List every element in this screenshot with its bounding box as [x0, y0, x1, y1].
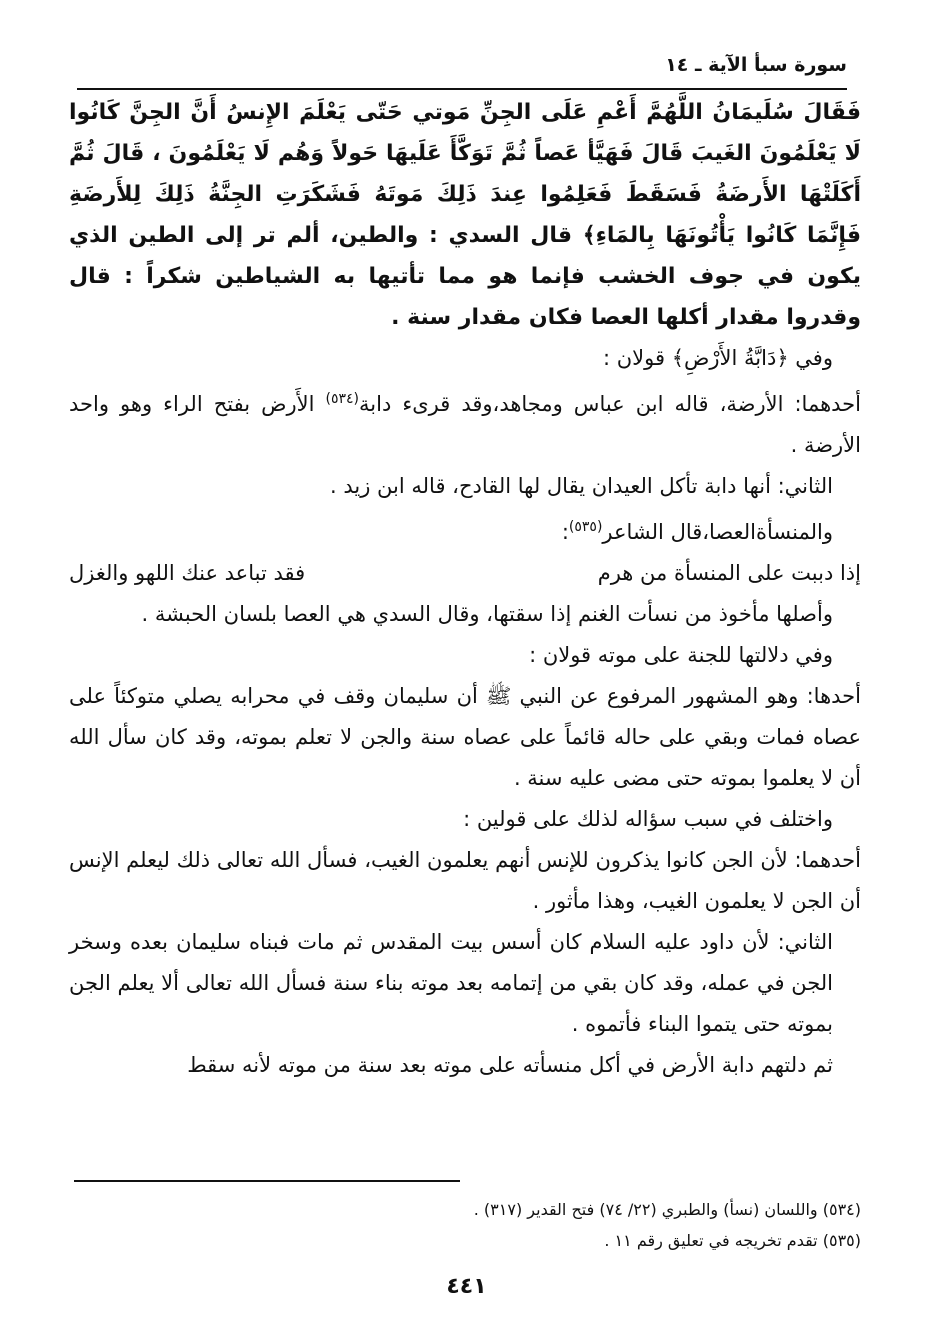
footnotes [69, 1194, 861, 1256]
poetry-verse [69, 553, 861, 594]
header-rule [77, 88, 847, 90]
footnote-separator [74, 1180, 460, 1182]
footnote-ref-535: (٥٣٥) [568, 519, 603, 535]
paragraph-first-view: أحدها: وهو المشهور المرفوع عن النبي ﷺ أن سليمان وقف في محرابه يصلي متوكئاً على عصاه فمات وبقي على حاله قائماً على عصاه سنة والجن لا تعلم بموته، وقد كان سأل الله أن لا يعلموا بموته حتى مضى عليه سنة . [69, 684, 861, 790]
paragraph-indication: وفي دلالتها للجنة على موته قولان : [529, 643, 833, 667]
paragraph-disagreement: واختلف في سبب سؤاله لذلك على قولين : [463, 807, 833, 831]
paragraph-poet-intro [69, 507, 861, 553]
paragraph-reason-one: أحدهما: لأن الجن كانوا يذكرون للإنس أنهم يعلمون الغيب، فسأل الله تعالى ذلك ليعلم الإنس أن الجن لا يعلمون الغيب، وهذا مأثور . [69, 848, 861, 913]
paragraph-quran-quote: فَقَالَ سُلَيمَانُ اللَّهُمَّ أَعْمِ عَلَى الجِنِّ مَوتي حَتّى يَعْلَمَ الإِنسُ أَنَّ الجِنَّ كَانُوا لَا يَعْلَمُونَ الغَيبَ قَالَ فَهَيَّأ عَصاً ثُمَّ تَوَكَّأَ عَلَيهَا حَولاً وَهُم لَا يَعْلَمُونَ ، قَالَ ثُمَّ أَكَلَتْهَا الأَرضَةُ فَسَقَطَ فَعَلِمُوا عِندَ ذَلِكَ مَوتَهُ فَشَكَرَتِ الجِنَّةُ ذَلِكَ لِلأَرضَةِ فَإِنَّمَا كَانُوا يَأْتُونَهَا بِالمَاءِ﴾ قال السدي : والطين، ألم تر إلى الطين الذي يكون في جوف الخشب فإنما هو مما تأتيها به الشياطين شكراً : قال وقدروا مقدار أكلها العصا فكان مقدار سنة . [69, 100, 861, 330]
header-title: سورة سبأ الآية ـ ١٤ [665, 54, 847, 76]
verse-first-hemistich: إذا دببت على المنسأة من هرم [597, 561, 861, 585]
page-number: ٤٤١ [446, 1274, 487, 1299]
body-text [69, 92, 861, 1086]
paragraph-origin: وأصلها مأخوذ من نسأت الغنم إذا سقتها، وقال السدي هي العصا بلسان الحبشة . [141, 602, 833, 626]
verse-second-hemistich: فقد تباعد عنك اللهو والغزل [69, 561, 306, 585]
paragraph-two-sayings: وفي ﴿دَابَّةُ الأَرْضِ﴾ قولان : [603, 346, 833, 370]
footnote-535: (٥٣٥) تقدم تخريجه في تعليق رقم ١١ . [604, 1231, 861, 1250]
p3-text-a: أحدهما: الأرضة، قاله ابن عباس ومجاهد،وقد قرىء دابة [359, 392, 861, 416]
paragraph-first-saying [69, 379, 861, 466]
p5-text-a: والمنسأةالعصا،قال الشاعر [602, 520, 833, 544]
paragraph-reason-two: الثاني: لأن داود عليه السلام كان أسس بيت المقدس ثم مات فبناه سليمان بعده وسخر الجن في عمله، وقد كان بقي من إتمامه بعد موته بناء سنة فسأل الله تعالى ألا يعلم الجن بموته حتى يتموا البناء فأتموه . [69, 930, 833, 1036]
running-header [77, 50, 847, 90]
p3-text-b: الأَرض بفتح الراء وهو واحد الأرضة . [69, 392, 861, 457]
paragraph-continuation: ثم دلتهم دابة الأرض في أكل منسأته على موته بعد سنة من موته لأنه سقط [187, 1053, 833, 1077]
p5-text-b: : [561, 520, 569, 544]
footnote-ref-534: (٥٣٤) [325, 391, 360, 407]
footnote-534: (٥٣٤) واللسان (نسأ) والطبري (٢٢/ ٧٤) فتح القدير (٣١٧) . [473, 1200, 861, 1219]
paragraph-second-saying: الثاني: أنها دابة تأكل العيدان يقال لها القادح، قاله ابن زيد . [330, 474, 833, 498]
